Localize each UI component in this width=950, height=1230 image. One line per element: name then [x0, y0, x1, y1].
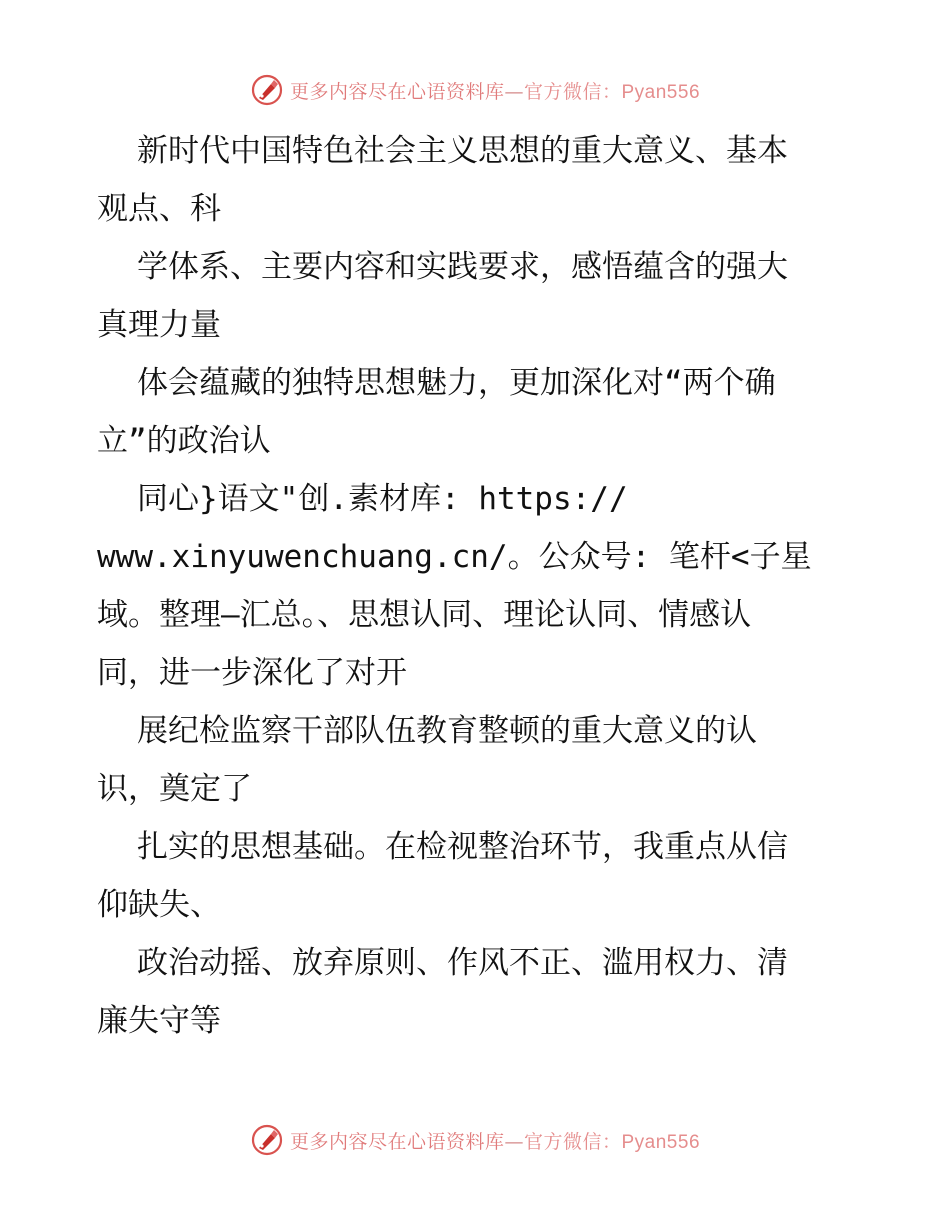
- body-line-5: 体会蕴藏的独特思想魅力，更加深化对“两个确: [137, 365, 776, 401]
- body-line-16: 廉失守等: [97, 1003, 221, 1039]
- footer-account: Pyan556: [621, 1131, 701, 1153]
- header-banner-text: [290, 77, 700, 104]
- body-line-11: 展纪检监察干部队伍教育整顿的重大意义的认: [137, 713, 757, 749]
- body-line-10: 同，进一步深化了对开: [97, 655, 407, 691]
- footer-banner: [0, 1120, 950, 1160]
- body-line-13: 扎实的思想基础。在检视整治环节，我重点从信: [137, 829, 788, 865]
- header-site-text: 更多内容尽在心语资料库: [289, 80, 505, 103]
- body-line-1: 新时代中国特色社会主义思想的重大意义、基本: [137, 133, 788, 169]
- footer-banner-text: [290, 1127, 700, 1154]
- body-line-2: 观点、科: [97, 191, 221, 227]
- document-body: [97, 122, 867, 1050]
- footer-banner-inner: [250, 1123, 700, 1157]
- header-account: Pyan556: [621, 81, 701, 103]
- header-banner: [0, 70, 950, 110]
- body-line-4: 真理力量: [97, 307, 221, 343]
- body-line-12: 识，奠定了: [97, 771, 252, 807]
- pen-nib-logo-icon: [250, 73, 284, 107]
- footer-site-text: 更多内容尽在心语资料库: [289, 1130, 505, 1153]
- body-line-7: 同心}语文"创.素材库: https://: [137, 481, 628, 517]
- header-dash: —: [504, 80, 524, 103]
- footer-wechat-label: 官方微信：: [523, 1130, 622, 1153]
- pen-nib-logo-icon: [250, 1123, 284, 1157]
- body-line-9: 域。整理—汇总。、思想认同、理论认同、情感认: [97, 597, 752, 633]
- footer-dash: —: [504, 1130, 524, 1153]
- header-wechat-label: 官方微信：: [523, 80, 622, 103]
- body-line-6: 立”的政治认: [97, 423, 271, 459]
- body-line-8: www.xinyuwenchuang.cn/。公众号: 笔杆<子星: [97, 539, 812, 575]
- header-banner-inner: [250, 73, 700, 107]
- body-line-14: 仰缺失、: [97, 887, 221, 923]
- body-line-15: 政治动摇、放弃原则、作风不正、滥用权力、清: [137, 945, 788, 981]
- body-line-3: 学体系、主要内容和实践要求，感悟蕴含的强大: [137, 249, 788, 285]
